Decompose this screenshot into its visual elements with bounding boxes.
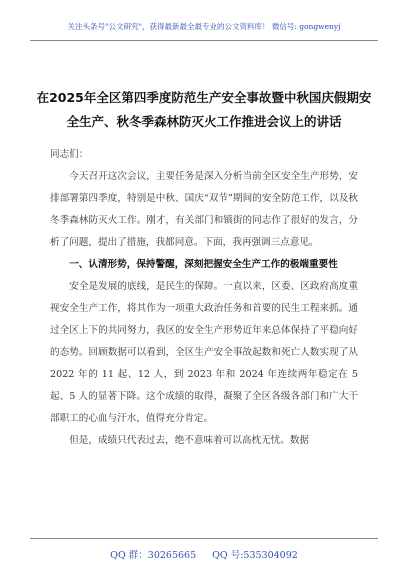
- header-divider: [30, 40, 378, 41]
- document-body: [50, 144, 358, 452]
- paragraph-continued: 但是，成绩只代表过去，绝不意味着可以高枕无忧。数据: [69, 435, 310, 446]
- title-line-1: 在2025年全区第四季度防范生产安全事故暨中秋国庆假期安: [36, 90, 372, 105]
- paragraph-safety-situation: 安全是发展的底线，是民生的保障。一直以来，区委、区政府高度重视安全生产工作，将其作为一项重大政治任务和首要的民生工程来抓。通过全区上下的共同努力，我区的安全生产形势近年来总体保持了平稳向好的态势。回顾数据可以看到，全区生产安全事故起数和死亡人数实现了从 2022 年的 11 起、12 人，到 2023 年和 2024 年连续两年稳定在 5 起、5 人的显著下降。这个成绩的取得，凝聚了全区各级各部门和广大干部职工的心血与汗水，值得充分肯定。: [50, 281, 358, 424]
- salutation: 同志们：: [50, 149, 89, 160]
- header-note: 关注头条号"公文研究"，获得最新最全最专业的公文资料库！ 微信号: gongwenyj: [67, 22, 341, 31]
- footer-divider: [30, 538, 378, 539]
- paragraph-intro: 今天召开这次会议，主要任务是深入分析当前全区安全生产形势，安排部署第四季度，特别是中秋、国庆“双节”期间的安全防范工作，以及秋冬季森林防灭火工作。刚才，有关部门和镇街的同志作了很好的发言，分析了问题，提出了措施，我都同意。下面，我再强调三点意见。: [50, 171, 358, 248]
- footer-contact: [0, 547, 408, 561]
- document-title: [34, 86, 374, 134]
- qq-group: QQ 群：30265665: [110, 550, 197, 561]
- section-heading-1: 一、认清形势，保持警醒，深刻把握安全生产工作的极端重要性: [69, 259, 338, 270]
- qq-number: QQ 号:535304092: [212, 550, 298, 561]
- title-line-2: 全生产、秋冬季森林防灭火工作推进会议上的讲话: [66, 114, 342, 129]
